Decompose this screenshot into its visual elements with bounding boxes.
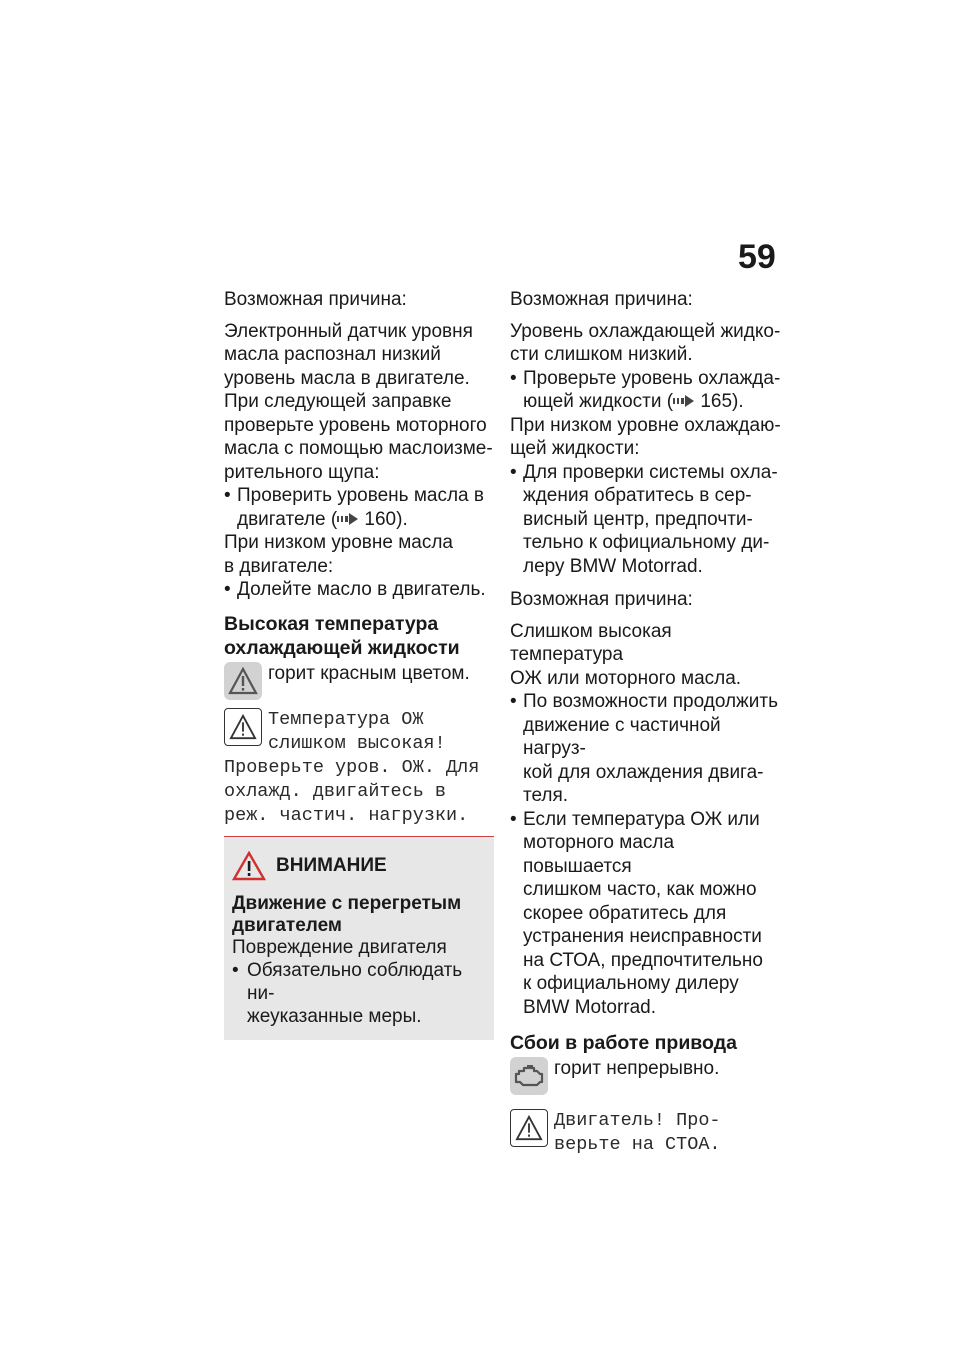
text-line: уровень масла в двигателе. [224, 367, 470, 389]
warning-subtitle: Повреждение двигателя [232, 936, 447, 958]
text-line: • Проверьте уровень охлажда- [523, 367, 781, 389]
text-line: к официальному дилеру [523, 973, 739, 994]
display-line: реж. частич. нагрузки. [224, 804, 469, 826]
text-line: Слишком высокая температура [510, 620, 672, 665]
cause-text [510, 620, 785, 691]
bullet-frequent-overheat [510, 808, 785, 1020]
text-line: леру BMW Motorrad. [523, 555, 703, 577]
warning-box [224, 837, 494, 1040]
low-oil-text [224, 531, 494, 578]
warning-triangle-icon [224, 662, 262, 700]
warning-title [232, 893, 486, 937]
text-line: Уровень охлаждающей жидко- [510, 320, 781, 342]
cause-label: Возможная причина: [510, 289, 693, 310]
display-line: охлажд. двигайтесь в [224, 780, 447, 802]
text-line: слишком часто, как можно [523, 879, 757, 900]
heading-line: Движение с перегретым [232, 892, 462, 914]
text-segment: ющей жидкости ( [523, 391, 674, 412]
heading-line: Высокая температура [224, 612, 439, 635]
display-line: Двигатель! Про- [554, 1110, 721, 1131]
text-line: масла с помощью маслоизме- [224, 438, 493, 459]
page-reference-arrow-icon [673, 394, 695, 408]
text-line: рительного щупа: [224, 461, 380, 483]
text-line: моторного масла повышается [523, 832, 675, 877]
bullet-check-coolant [510, 367, 785, 414]
text-line: в двигателе: [224, 555, 334, 577]
display-message [224, 708, 494, 828]
text-line: При низком уровне масла [224, 532, 454, 553]
cause-text [224, 320, 494, 391]
bullet-check-oil [224, 484, 494, 531]
text-line: • Обязательно соблюдать ни- [247, 959, 463, 1004]
bullet-service-center [510, 461, 785, 579]
text-line: устранения неисправности [523, 926, 762, 947]
warning-bullet [232, 959, 486, 1028]
text-line: теля. [523, 785, 569, 806]
warning-triangle-icon [224, 708, 262, 746]
text-line: При низком уровне охлаждаю- [510, 414, 781, 436]
display-line: слишком высокая! [268, 732, 446, 754]
text-line: Электронный датчик уровня [224, 320, 473, 342]
text-line: • По возможности продолжить [523, 691, 778, 712]
page-reference-link[interactable]: 165). [695, 391, 744, 412]
text-line: жеуказанные меры. [247, 1005, 422, 1027]
indicator-description: горит непрерывно. [554, 1058, 720, 1079]
text-line: ждения обратитесь в сер- [523, 485, 752, 506]
text-line: • Если температура ОЖ или [523, 808, 760, 830]
indicator-description: горит красным цветом. [268, 662, 470, 684]
text-line [237, 508, 494, 532]
heading-line: двигателем [232, 914, 342, 936]
warning-label: ВНИМАНИЕ [276, 854, 387, 876]
bullet-partial-load [510, 690, 785, 808]
right-column [510, 288, 785, 1157]
text-line: • Для проверки системы охла- [523, 461, 778, 483]
text-line: • Проверить уровень масла в [237, 485, 484, 506]
text-segment: двигателе ( [237, 508, 338, 530]
text-line: сти слишком низкий. [510, 344, 693, 365]
display-message [510, 1109, 785, 1157]
indicator-row [510, 1057, 785, 1095]
display-line: верьте на СТОА. [554, 1134, 721, 1155]
text-line [523, 390, 785, 414]
display-line: Температура ОЖ [268, 708, 424, 730]
instruction-text [224, 390, 494, 484]
text-line: тельно к официальному ди- [523, 532, 770, 553]
page-number: 59 [738, 238, 776, 276]
page-reference-arrow-icon [337, 512, 359, 526]
text-line: скорее обратитесь для [523, 902, 727, 924]
left-column [224, 288, 494, 1040]
cause-text [510, 320, 785, 367]
section-heading-coolant-temp [224, 612, 494, 660]
text-line: движение с частичной нагруз- [523, 714, 721, 759]
display-line: Проверьте уров. ОЖ. Для [224, 756, 480, 778]
page-reference-link[interactable]: 160). [359, 508, 408, 530]
indicator-row [224, 662, 494, 700]
text-line: При следующей заправке [224, 391, 452, 412]
text-line: BMW Motorrad. [523, 996, 657, 1018]
bullet-add-oil: • Долейте масло в двигатель. [224, 578, 494, 602]
text-line: кой для охлаждения двига- [523, 761, 764, 783]
warning-triangle-icon [510, 1109, 548, 1147]
text-line: висный центр, предпочти- [523, 508, 753, 530]
text-line: на СТОА, предпочтительно [523, 949, 763, 971]
engine-icon [510, 1057, 548, 1095]
text-line: проверьте уровень моторного [224, 414, 487, 436]
heading-line: охлаждающей жидкости [224, 636, 460, 659]
text-line: ОЖ или моторного масла. [510, 667, 742, 689]
caution-icon [232, 851, 266, 881]
cause-label: Возможная причина: [510, 589, 693, 610]
section-heading-drive-faults: Сбои в работе привода [510, 1032, 737, 1054]
low-coolant-text [510, 414, 785, 461]
cause-label: Возможная причина: [224, 289, 407, 310]
text-line: масла распознал низкий [224, 344, 441, 365]
text-line: щей жидкости: [510, 438, 640, 459]
